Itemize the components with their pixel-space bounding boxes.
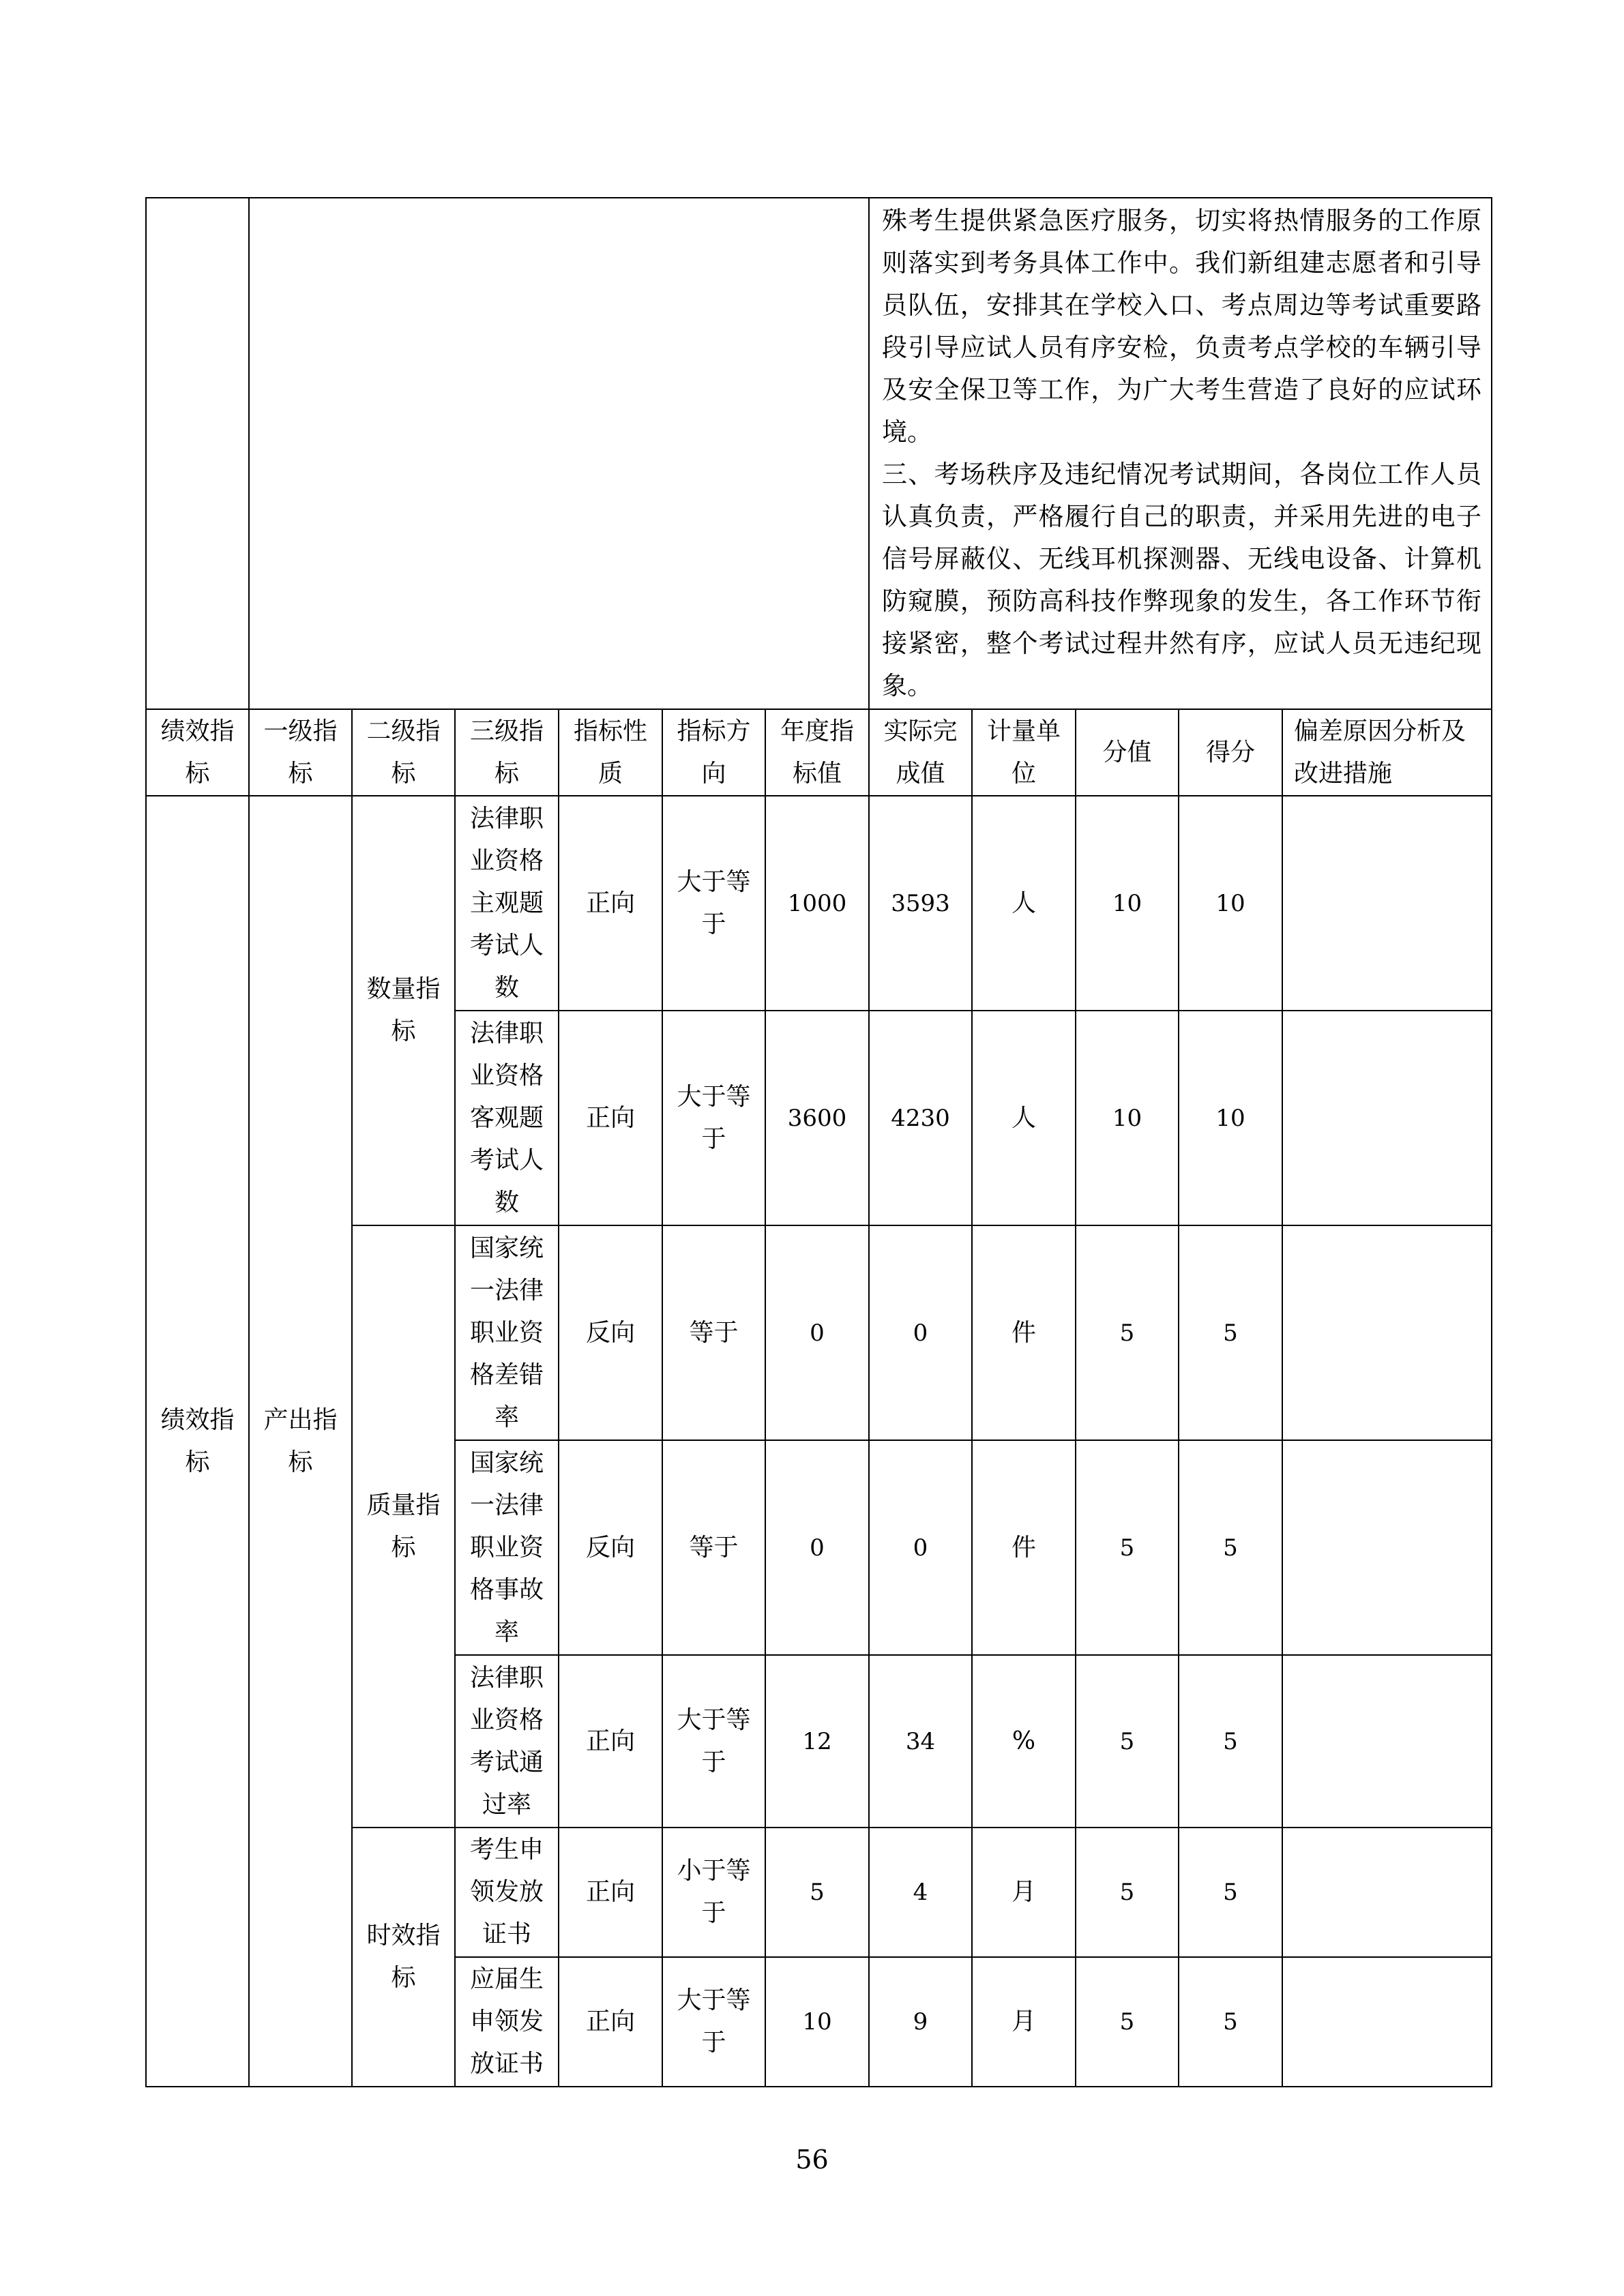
cell-value: 5: [1076, 1225, 1179, 1440]
cell-direction: 等于: [662, 1225, 765, 1440]
cell-target: 5: [765, 1828, 869, 1957]
group-timeliness: 时效指标: [352, 1828, 455, 2087]
cell-actual: 34: [869, 1655, 972, 1828]
cell-level3: 考生申领发放证书: [455, 1828, 559, 1957]
group-quality: 质量指标: [352, 1225, 455, 1828]
cell-score: 5: [1179, 1440, 1282, 1655]
header-score-value: 分值: [1076, 709, 1179, 796]
narrative-empty-cell-1: [146, 198, 249, 709]
cell-deviation: [1282, 1225, 1492, 1440]
cell-unit: 月: [972, 1957, 1076, 2087]
cell-actual: 0: [869, 1440, 972, 1655]
cell-unit: 月: [972, 1828, 1076, 1957]
narrative-cell: [869, 198, 1492, 709]
cell-nature: 正向: [559, 796, 662, 1011]
header-annual-target: 年度指标值: [765, 709, 869, 796]
cell-actual: 3593: [869, 796, 972, 1011]
header-deviation: 偏差原因分析及改进措施: [1282, 709, 1492, 796]
cell-unit: 人: [972, 796, 1076, 1011]
cell-deviation: [1282, 1655, 1492, 1828]
cell-deviation: [1282, 1011, 1492, 1225]
header-level3: 三级指标: [455, 709, 559, 796]
cell-level3: 国家统一法律职业资格差错率: [455, 1225, 559, 1440]
table-row: [146, 796, 1492, 1011]
narrative-paragraph: 三、考场秩序及违纪情况考试期间，各岗位工作人员认真负责，严格履行自己的职责，并采用先进的电子信号屏蔽仪、无线耳机探测器、无线电设备、计算机防窥膜，预防高科技作弊现象的发生，各工作环节衔接紧密，整个考试过程井然有序，应试人员无违纪现象。: [882, 460, 1482, 700]
cell-target: 0: [765, 1440, 869, 1655]
cell-target: 10: [765, 1957, 869, 2087]
cell-score: 5: [1179, 1828, 1282, 1957]
cell-target: 12: [765, 1655, 869, 1828]
cell-nature: 正向: [559, 1828, 662, 1957]
cell-actual: 4230: [869, 1011, 972, 1225]
cell-level3: 法律职业资格客观题考试人数: [455, 1011, 559, 1225]
cell-score: 5: [1179, 1225, 1282, 1440]
cell-value: 5: [1076, 1655, 1179, 1828]
narrative-row: [146, 198, 1492, 709]
cell-score: 10: [1179, 796, 1282, 1011]
cell-actual: 9: [869, 1957, 972, 2087]
group-performance-indicator: 绩效指标: [146, 796, 249, 2087]
cell-direction: 小于等于: [662, 1828, 765, 1957]
cell-score: 5: [1179, 1655, 1282, 1828]
cell-level3: 法律职业资格主观题考试人数: [455, 796, 559, 1011]
header-row: [146, 709, 1492, 796]
cell-direction: 等于: [662, 1440, 765, 1655]
cell-value: 10: [1076, 796, 1179, 1011]
cell-direction: 大于等于: [662, 1655, 765, 1828]
header-level1: 一级指标: [249, 709, 352, 796]
cell-deviation: [1282, 1440, 1492, 1655]
cell-level3: 国家统一法律职业资格事故率: [455, 1440, 559, 1655]
cell-deviation: [1282, 1957, 1492, 2087]
cell-level3: 法律职业资格考试通过率: [455, 1655, 559, 1828]
header-actual: 实际完成值: [869, 709, 972, 796]
cell-target: 3600: [765, 1011, 869, 1225]
cell-value: 5: [1076, 1828, 1179, 1957]
cell-value: 10: [1076, 1011, 1179, 1225]
cell-target: 0: [765, 1225, 869, 1440]
cell-unit: %: [972, 1655, 1076, 1828]
cell-direction: 大于等于: [662, 1011, 765, 1225]
cell-unit: 件: [972, 1440, 1076, 1655]
cell-score: 10: [1179, 1011, 1282, 1225]
cell-nature: 反向: [559, 1225, 662, 1440]
group-quantity: 数量指标: [352, 796, 455, 1225]
header-score: 得分: [1179, 709, 1282, 796]
cell-value: 5: [1076, 1957, 1179, 2087]
cell-target: 1000: [765, 796, 869, 1011]
group-level1: 产出指标: [249, 796, 352, 2087]
header-nature: 指标性质: [559, 709, 662, 796]
page-number: 56: [795, 2145, 829, 2175]
cell-deviation: [1282, 796, 1492, 1011]
cell-level3: 应届生申领发放证书: [455, 1957, 559, 2087]
cell-value: 5: [1076, 1440, 1179, 1655]
cell-nature: 正向: [559, 1957, 662, 2087]
header-performance-indicator: 绩效指标: [146, 709, 249, 796]
cell-direction: 大于等于: [662, 1957, 765, 2087]
cell-deviation: [1282, 1828, 1492, 1957]
cell-actual: 0: [869, 1225, 972, 1440]
header-level2: 二级指标: [352, 709, 455, 796]
header-unit: 计量单位: [972, 709, 1076, 796]
performance-table: [145, 197, 1492, 2087]
cell-nature: 正向: [559, 1655, 662, 1828]
cell-score: 5: [1179, 1957, 1282, 2087]
narrative-paragraph: 殊考生提供紧急医疗服务，切实将热情服务的工作原则落实到考务具体工作中。我们新组建志愿者和引导员队伍，安排其在学校入口、考点周边等考试重要路段引导应试人员有序安检，负责考点学校的车辆引导及安全保卫等工作，为广大考生营造了良好的应试环境。: [882, 206, 1482, 447]
cell-nature: 正向: [559, 1011, 662, 1225]
cell-direction: 大于等于: [662, 796, 765, 1011]
narrative-empty-cell-2: [249, 198, 869, 709]
header-direction: 指标方向: [662, 709, 765, 796]
cell-unit: 件: [972, 1225, 1076, 1440]
cell-unit: 人: [972, 1011, 1076, 1225]
cell-actual: 4: [869, 1828, 972, 1957]
cell-nature: 反向: [559, 1440, 662, 1655]
